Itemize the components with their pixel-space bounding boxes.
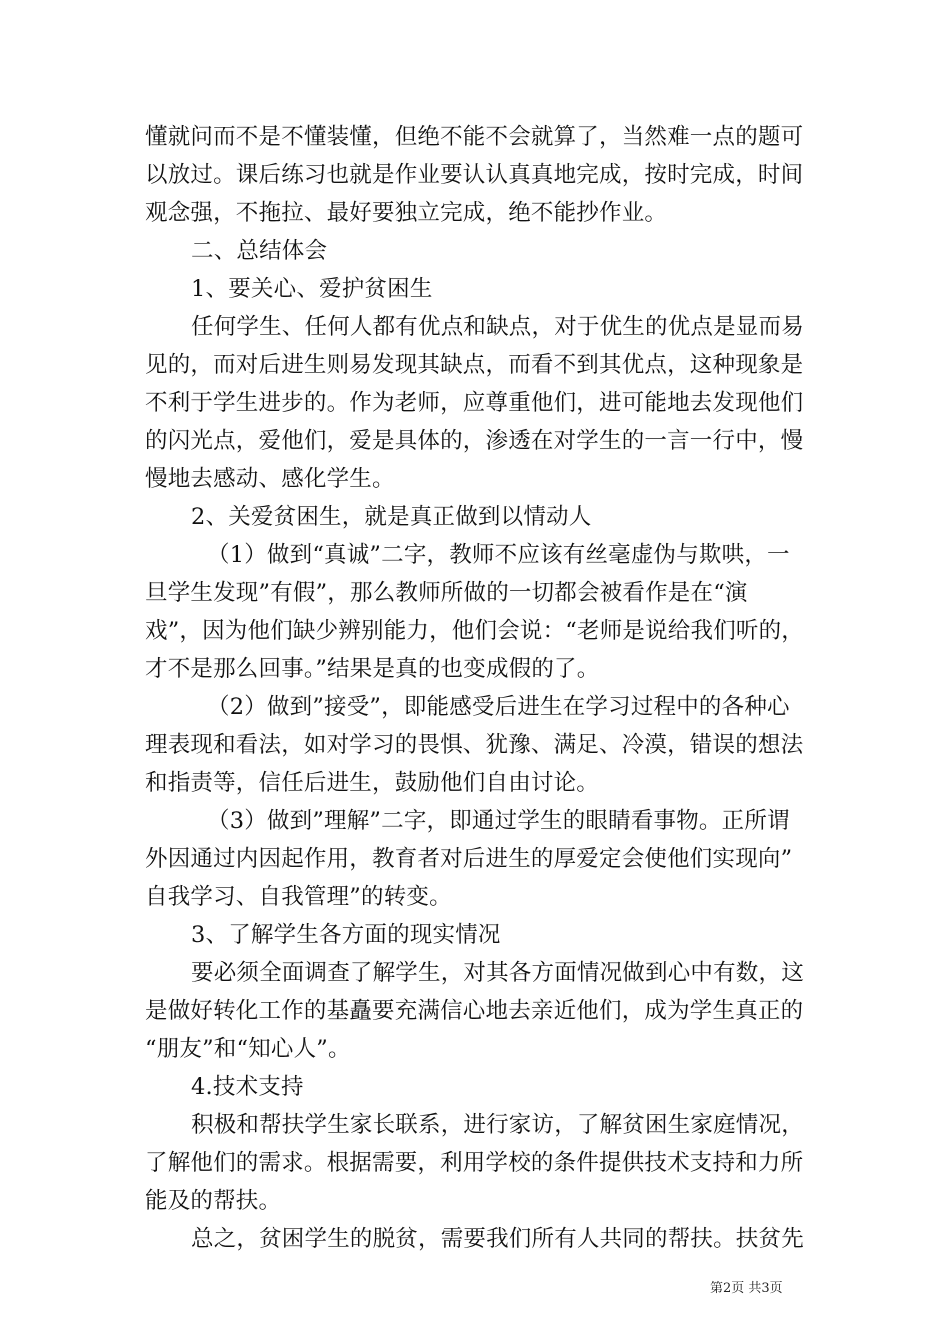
text-line: 任何学生、任何人都有优点和缺点，对于优生的优点是显而易 <box>191 314 804 340</box>
text-line: 自我学习、自我管理”的转变。 <box>145 884 452 910</box>
text-line: 见的，而对后进生则易发现其缺点，而看不到其优点，这种现象是 <box>145 352 804 378</box>
text-line: 的闪光点，爱他们，爱是具体的，渗透在对学生的一言一行中，慢 <box>145 428 804 454</box>
text-line: 二、总结体会 <box>191 238 328 264</box>
text-line: 旦学生发现”有假”，那么教师所做的一切都会被看作是在“演 <box>145 580 748 606</box>
text-line: 积极和帮扶学生家长联系，进行家访，了解贫困生家庭情况， <box>191 1112 804 1138</box>
text-line: 理表现和看法，如对学习的畏惧、犹豫、满足、冷漠，错误的想法 <box>145 732 804 758</box>
text-line: 2、关爱贫困生，就是真正做到以情动人 <box>191 504 592 530</box>
text-line: 要必须全面调查了解学生，对其各方面情况做到心中有数，这 <box>191 960 804 986</box>
text-line: 了解他们的需求。根据需要，利用学校的条件提供技术支持和力所 <box>145 1150 804 1176</box>
text-line: （2）做到”接受”，即能感受后进生在学习过程中的各种心 <box>207 694 790 720</box>
text-line: 慢地去感动、感化学生。 <box>145 466 395 492</box>
text-line: 和指责等，信任后进生，鼓励他们自由讨论。 <box>145 770 600 796</box>
text-line: “朋友”和“知心人”。 <box>145 1036 351 1062</box>
text-line: 外因通过内因起作用，教育者对后进生的厚爱定会使他们实现向” <box>145 846 793 872</box>
text-line: 不利于学生进步的。作为老师，应尊重他们，进可能地去发现他们 <box>145 390 804 416</box>
text-line: 4.技术支持 <box>191 1074 304 1100</box>
text-line: 以放过。课后练习也就是作业要认认真真地完成，按时完成，时间 <box>145 162 804 188</box>
text-line: 总之，贫困学生的脱贫，需要我们所有人共同的帮扶。扶贫先 <box>191 1226 804 1252</box>
text-line: （1）做到“真诚”二字，教师不应该有丝毫虚伪与欺哄，一 <box>207 542 790 568</box>
text-line: 懂就问而不是不懂装懂，但绝不能不会就算了，当然难一点的题可 <box>145 124 804 150</box>
text-line: 3、了解学生各方面的现实情况 <box>191 922 501 948</box>
text-line: 是做好转化工作的基矗要充满信心地去亲近他们，成为学生真正的 <box>145 998 804 1024</box>
text-line: 1、要关心、爱护贫困生 <box>191 276 433 302</box>
page-number: 第2页 共3页 <box>710 1281 783 1296</box>
text-line: 观念强，不拖拉、最好要独立完成，绝不能抄作业。 <box>145 200 668 226</box>
text-line: 才不是那么回事。”结果是真的也变成假的了。 <box>145 656 600 682</box>
document-body <box>145 118 813 1258</box>
text-line: 戏”，因为他们缺少辨别能力，他们会说：“老师是说给我们听的， <box>145 618 805 644</box>
text-line: 能及的帮扶。 <box>145 1188 282 1214</box>
text-line: （3）做到”理解”二字，即通过学生的眼睛看事物。正所谓 <box>207 808 790 834</box>
